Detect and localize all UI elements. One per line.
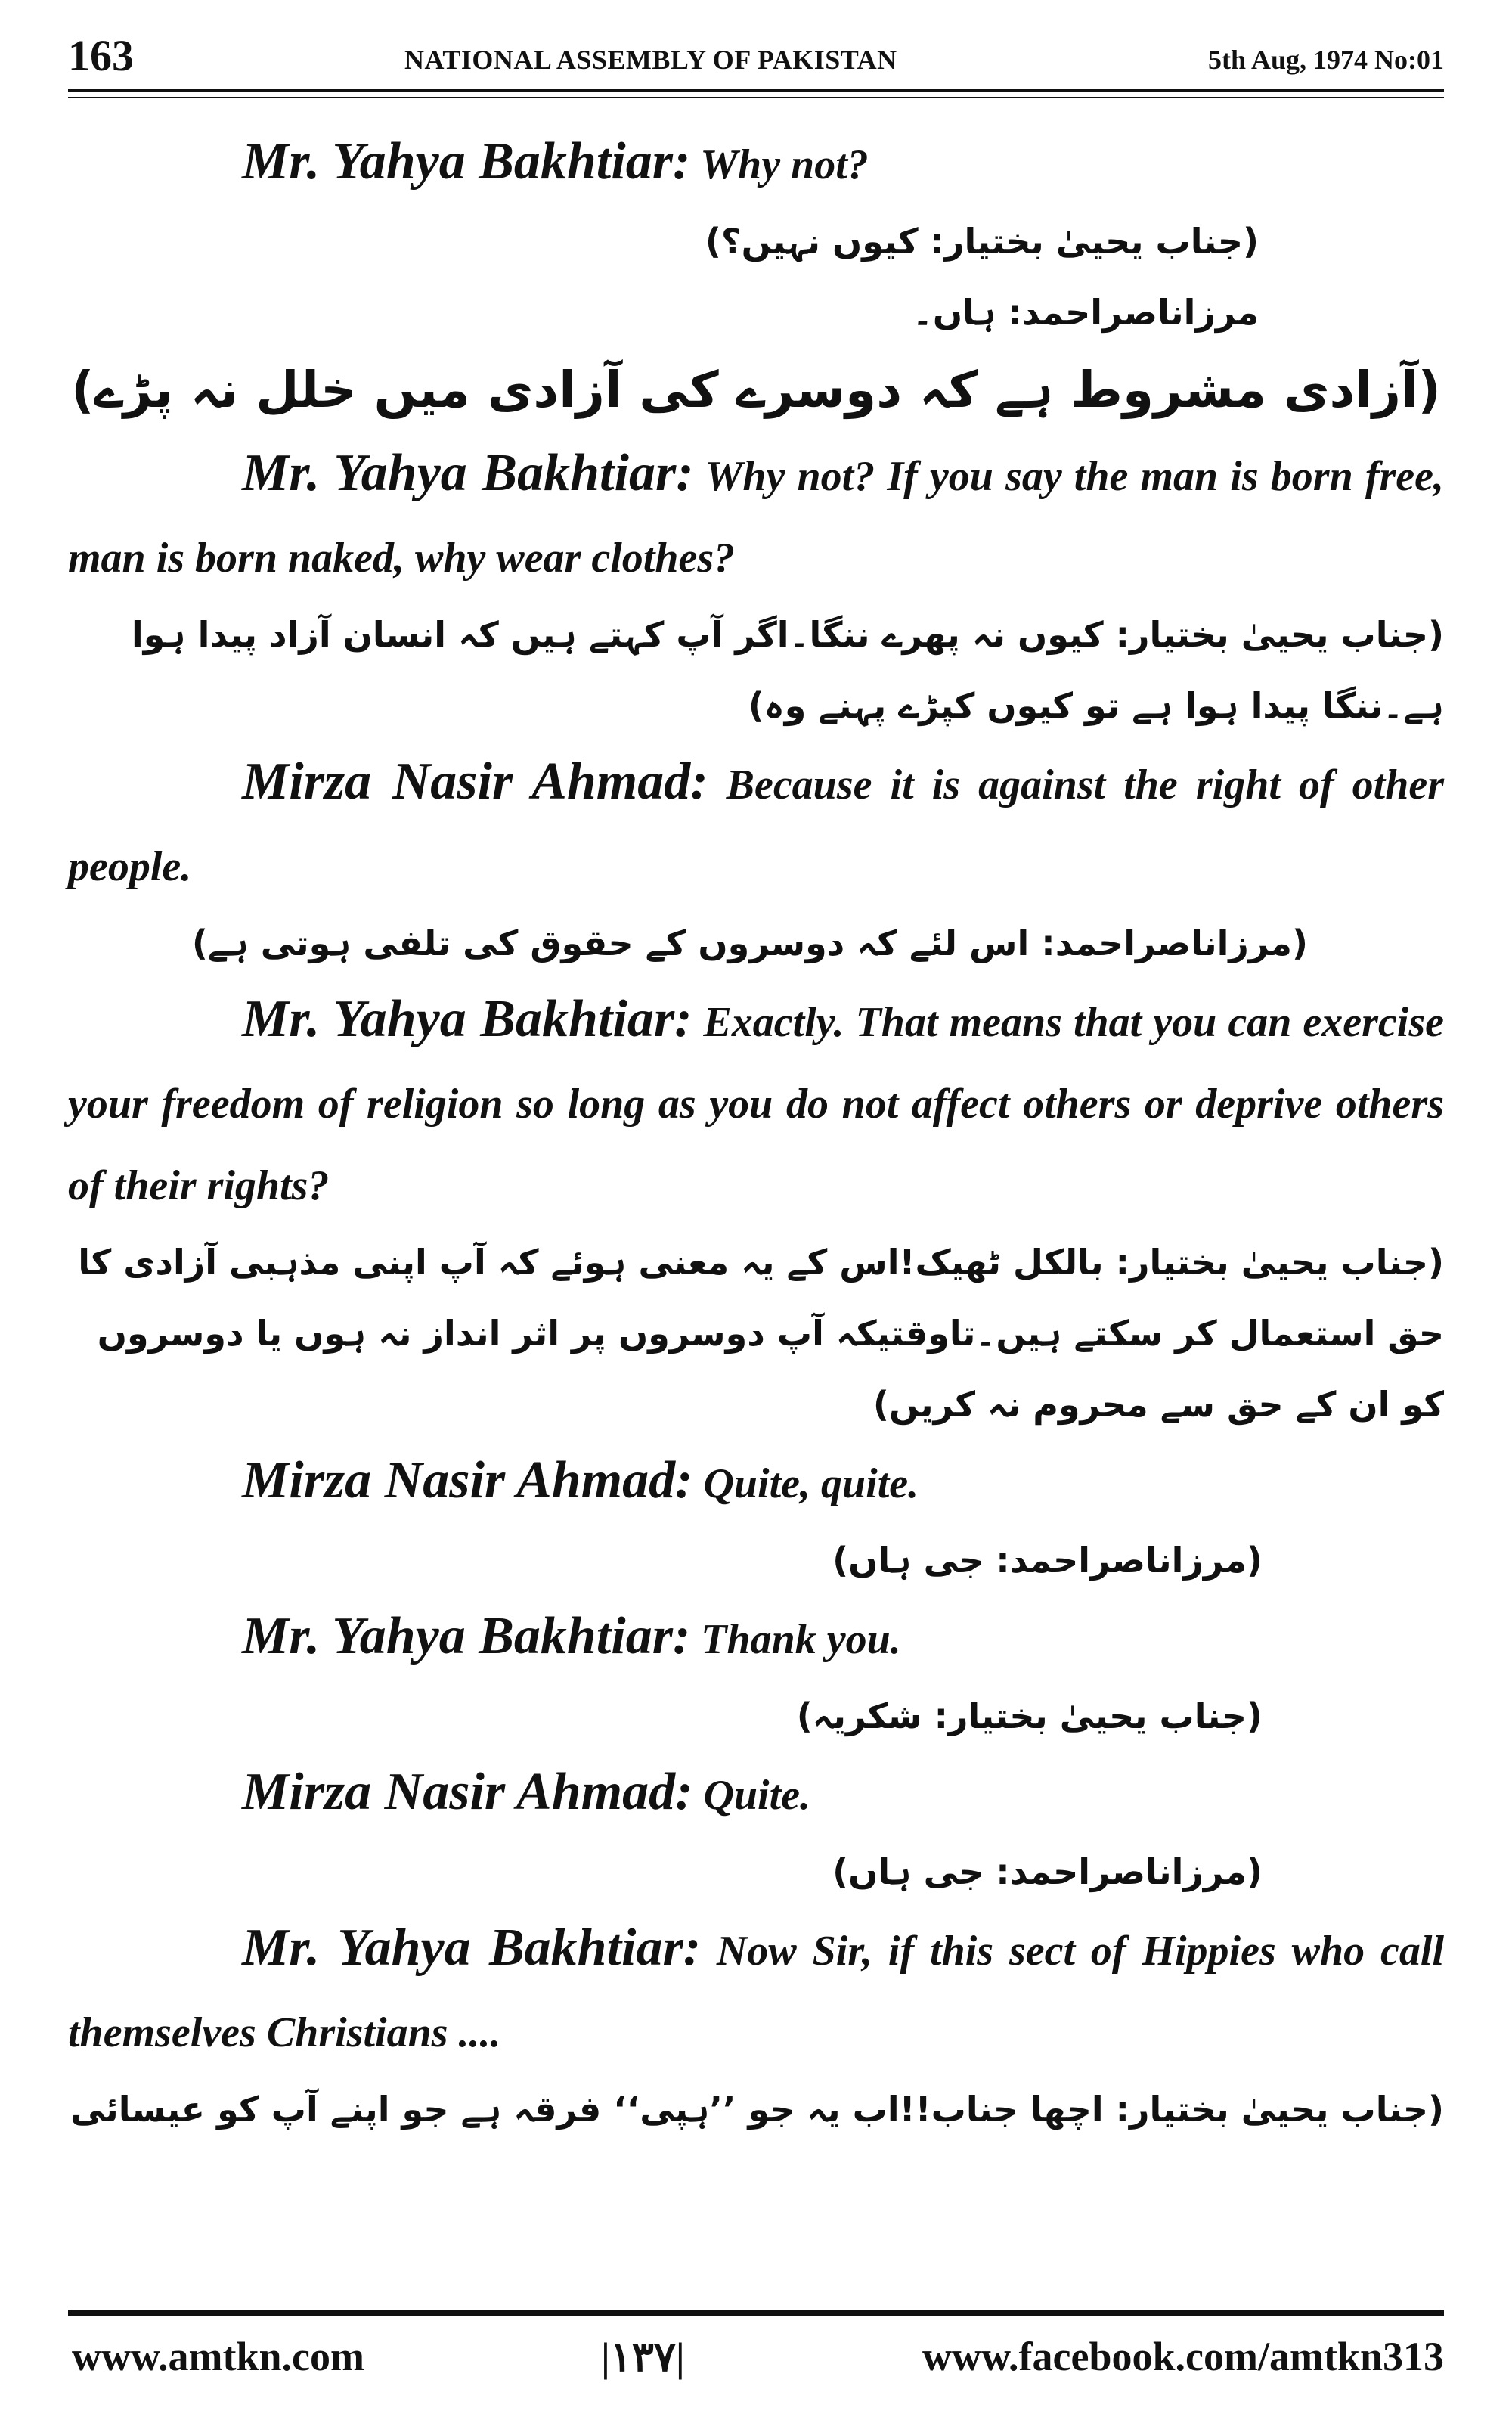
speech-english bbox=[68, 979, 1444, 1227]
urdu-translation: (جناب یحییٰ بختیار: اچھا جناب!!اب یہ جو ’’ہپی‘‘ فرقہ ہے جو اپنے آپ کو عیسائی bbox=[70, 2089, 1444, 2130]
speech-text: Exactly. That means that you can exercise your freedom of religion so long as you do not affect others or deprive others of their rights? bbox=[68, 999, 1444, 1209]
speaker-name: Mirza Nasir Ahmad: bbox=[242, 752, 708, 811]
speech-english bbox=[68, 1751, 1444, 1836]
urdu-translation: مرزاناصراحمد: ہاں۔ bbox=[912, 292, 1259, 333]
speech-text: Why not? If you say the man is born free, man is born naked, why wear clothes? bbox=[68, 453, 1444, 582]
speech-english bbox=[68, 433, 1444, 599]
footer-page-number: |۱۳۷| bbox=[601, 2335, 685, 2380]
urdu-translation: (جناب یحییٰ بختیار: کیوں نہیں؟) bbox=[705, 221, 1259, 262]
urdu-translation: (مرزاناصراحمد: جی ہاں) bbox=[832, 1540, 1263, 1581]
urdu-translation: (مرزاناصراحمد: اس لئے کہ دوسروں کے حقوق کی تلفی ہوتی ہے) bbox=[191, 923, 1308, 963]
footer-website-link[interactable]: www.amtkn.com bbox=[72, 2334, 364, 2379]
speech-text: Thank you. bbox=[690, 1616, 901, 1663]
speaker-name: Mr. Yahya Bakhtiar: bbox=[242, 1919, 702, 1977]
speech-text: Because it is against the right of other people. bbox=[68, 762, 1445, 890]
urdu-translation: (جناب یحییٰ بختیار: بالکل ٹھیک!اس کے یہ معنی ہوئے کہ آپ اپنی مذہبی آزادی کا حق استعمال کر سکتے ہیں۔تاوقتیکہ آپ دوسروں پر اثر انداز نہ ہوں یا دوسروں کو ان کے حق سے محروم نہ کریں) bbox=[78, 1242, 1444, 1425]
speech-text: Now Sir, if this sect of Hippies who call themselves Christians .... bbox=[68, 1928, 1445, 2056]
urdu-translation: (جناب یحییٰ بختیار: کیوں نہ پھرے ننگا۔اگر آپ کہتے ہیں کہ انسان آزاد پیدا ہوا ہے۔ننگا پیدا ہوا ہے تو کیوں کپڑے پہنے وہ) bbox=[132, 614, 1444, 726]
page-footer bbox=[68, 2333, 1444, 2386]
speech-english bbox=[68, 1907, 1444, 2074]
speaker-name: Mirza Nasir Ahmad: bbox=[242, 1763, 693, 1821]
speech-text: Why not? bbox=[690, 141, 869, 188]
speaker-name: Mr. Yahya Bakhtiar: bbox=[242, 132, 691, 191]
speech-english bbox=[68, 121, 1444, 206]
urdu-translation: (مرزاناصراحمد: جی ہاں) bbox=[832, 1851, 1263, 1892]
transcript-body bbox=[68, 121, 1444, 2145]
speech-english bbox=[68, 741, 1444, 908]
page-header bbox=[68, 30, 1444, 83]
speaker-name: Mr. Yahya Bakhtiar: bbox=[242, 990, 692, 1048]
header-rule-thin bbox=[68, 97, 1444, 98]
header-rule bbox=[68, 89, 1444, 92]
speech-english bbox=[68, 1596, 1444, 1680]
urdu-heading: (آزادی مشروط ہے کہ دوسرے کی آزادی میں خلل نہ پڑے) bbox=[71, 361, 1441, 419]
speech-english bbox=[68, 1440, 1444, 1525]
speaker-name: Mirza Nasir Ahmad: bbox=[242, 1451, 693, 1509]
speech-text: Quite, quite. bbox=[692, 1460, 919, 1507]
urdu-translation: (جناب یحییٰ بختیار: شکریہ) bbox=[796, 1696, 1263, 1736]
header-title: NATIONAL ASSEMBLY OF PAKISTAN bbox=[404, 45, 897, 75]
speaker-name: Mr. Yahya Bakhtiar: bbox=[242, 1607, 691, 1665]
speech-text: Quite. bbox=[692, 1772, 810, 1819]
header-date: 5th Aug, 1974 No:01 bbox=[1207, 45, 1444, 75]
speaker-name: Mr. Yahya Bakhtiar: bbox=[242, 444, 694, 502]
page-number: 163 bbox=[68, 31, 134, 80]
footer-rule bbox=[68, 2310, 1444, 2316]
footer-facebook-link[interactable]: www.facebook.com/amtkn313 bbox=[922, 2334, 1444, 2379]
